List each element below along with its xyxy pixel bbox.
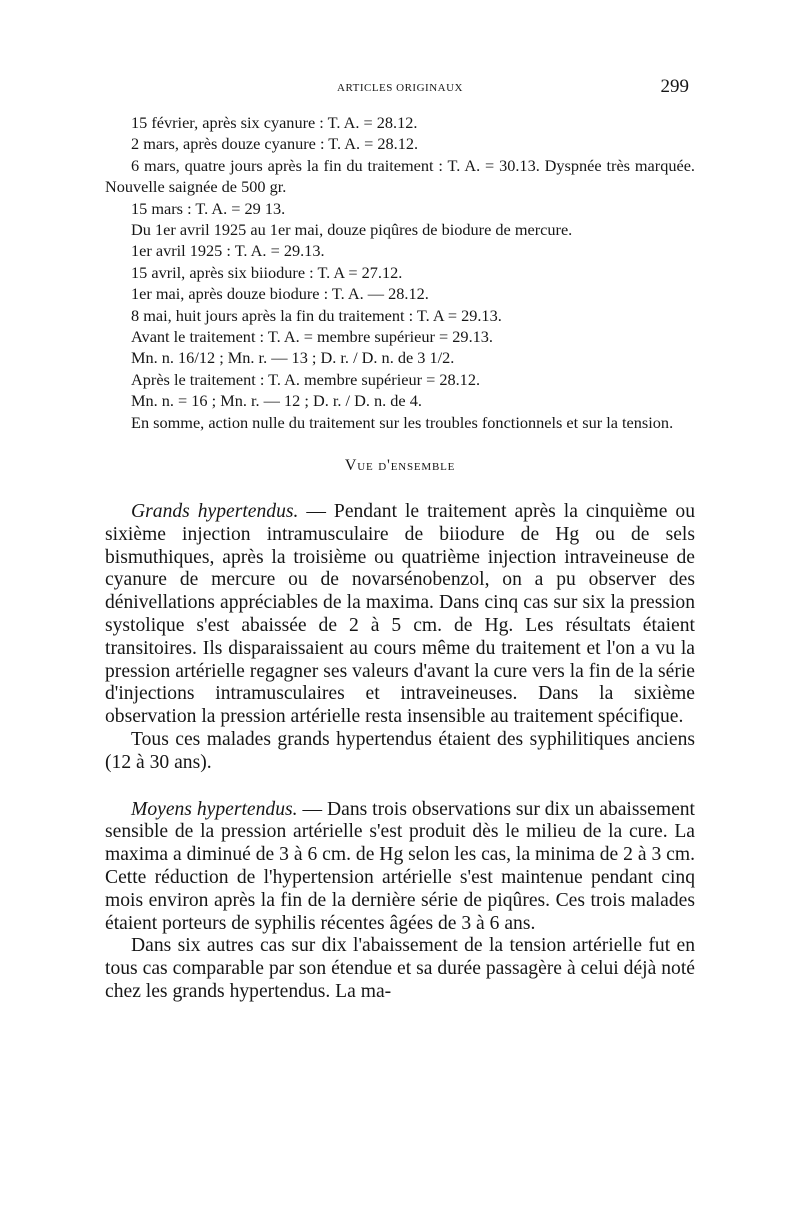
paragraph-text: — Pendant le traitement après la cinquième ou sixième injection intramusculaire de biiodure de Hg ou de sels bismuthiques, après la troisième ou quatrième injection intraveineuse de cyanure de mercure ou de novarsénobenzol, on a pu observer des dénivellations appréciables de la maxima. Dans cinq cas sur six la pression systolique s'est abaissée de 2 à 5 cm. de Hg. Les résultats étaient transitoires. Ils disparaissaient au cours même du traitement et l'on a vu la pression artérielle regagner ses valeurs d'avant la cure vers la fin de la série d'injections intramusculaires et intraveineuses. Dans la sixième observation la pression artérielle resta insensible au traitement spécifique. bbox=[105, 501, 695, 728]
paragraph-text: Tous ces malades grands hypertendus étaient des syphilitiques anciens (12 à 30 ans). bbox=[105, 729, 695, 773]
section-heading: Vue d'ensemble bbox=[344, 457, 456, 475]
observation-line: Du 1er avril 1925 au 1er mai, douze piqûres de biodure de mercure. bbox=[131, 220, 573, 240]
paragraph-six-autres-cas bbox=[105, 935, 695, 1003]
observation-line: Mn. n. 16/12 ; Mn. r. — 13 ; D. r. / D. n. de 3 1/2. bbox=[131, 348, 455, 368]
observation-line: Avant le traitement : T. A. = membre supérieur = 29.13. bbox=[131, 327, 493, 347]
paragraph-lead: Moyens hypertendus. bbox=[131, 798, 298, 820]
observation-line: 1er mai, après douze biodure : T. A. — 28.12. bbox=[131, 284, 429, 304]
page-header bbox=[105, 72, 695, 96]
observation-line: Après le traitement : T. A. membre supérieur = 28.12. bbox=[131, 369, 481, 389]
observation-line: 6 mars, quatre jours après la fin du traitement : T. A. = 30.13. Dyspnée très marquée. Nouvelle saignée de 500 gr. bbox=[105, 155, 695, 197]
paragraph-moyens-hypertendus bbox=[105, 799, 695, 936]
book-page bbox=[105, 72, 695, 1004]
page-number: 299 bbox=[660, 76, 689, 97]
observation-line: 15 avril, après six biiodure : T. A = 27.12. bbox=[131, 262, 403, 282]
observation-notes bbox=[105, 112, 695, 433]
paragraph-grands-hypertendus bbox=[105, 501, 695, 729]
paragraph-lead: Grands hypertendus. bbox=[131, 501, 299, 523]
observation-summary: En somme, action nulle du traitement sur les troubles fonctionnels et sur la tension. bbox=[131, 412, 674, 432]
observation-line: 15 février, après six cyanure : T. A. = 28.12. bbox=[131, 113, 418, 132]
observation-line: 1er avril 1925 : T. A. = 29.13. bbox=[131, 241, 325, 261]
observation-line: 8 mai, huit jours après la fin du traitement : T. A = 29.13. bbox=[131, 305, 502, 325]
observation-line: Mn. n. = 16 ; Mn. r. — 12 ; D. r. / D. n. de 4. bbox=[131, 391, 422, 411]
overview-body bbox=[105, 501, 695, 1004]
paragraph-syphilitiques bbox=[105, 729, 695, 775]
paragraph-text: — Dans trois observations sur dix un abaissement sensible de la pression artérielle s'est produit dès le milieu de la cure. La maxima a diminué de 3 à 6 cm. de Hg selon les cas, la minima de 2 à 3 cm. Cette réduction de l'hypertension artérielle s'est maintenue pendant cinq mois environ après la fin de la dernière série de piqûres. Ces trois malades étaient porteurs de syphilis récentes âgées de 3 à 6 ans. bbox=[105, 798, 696, 934]
running-title: ARTICLES ORIGINAUX bbox=[337, 82, 463, 94]
observation-line: 2 mars, après douze cyanure : T. A. = 28.12. bbox=[131, 134, 419, 154]
observation-line: 15 mars : T. A. = 29 13. bbox=[131, 198, 286, 218]
paragraph-text: Dans six autres cas sur dix l'abaissement de la tension artérielle fut en tous cas comparable par son étendue et sa durée passagère à celui déjà noté chez les grands hypertendus. La ma- bbox=[105, 935, 695, 1003]
